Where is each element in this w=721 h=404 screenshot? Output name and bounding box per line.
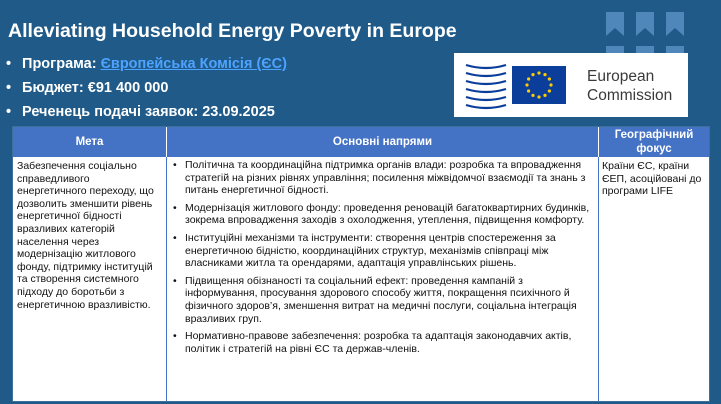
direction-item: • Нормативно-правове забезпечення: розробка та адаптація законодавчих актів, політик і стратегій на рівні ЄС та держав-членів. (171, 330, 592, 355)
eu-star-icon (527, 77, 530, 80)
header-goal: Мета (13, 127, 167, 157)
deadline-text: Реченець подачі заявок: 23.09.2025 (22, 104, 275, 120)
eu-star-icon (525, 83, 528, 86)
bullet-icon: • (6, 80, 12, 96)
budget-line (6, 80, 168, 96)
program-line (6, 56, 287, 72)
eu-star-icon (549, 83, 552, 86)
directions-cell (167, 157, 599, 401)
eu-star-icon (531, 94, 534, 97)
deadline-line (6, 104, 275, 120)
direction-item: • Політична та координаційна підтримка органів влади: розробка та впровадження стратегій на різних рівнях управління; посилення міжвідомчої взаємодії та знань з питань енергетичної бідності. (171, 159, 592, 197)
bullet-icon: • (6, 104, 12, 120)
eu-star-icon (548, 77, 551, 80)
program-link[interactable]: Європейська Комісія (ЄС) (100, 56, 287, 72)
header-directions: Основні напрями (167, 127, 599, 157)
eu-star-icon (543, 94, 546, 97)
program-label: Програма: (22, 56, 97, 72)
program-table (12, 126, 710, 402)
commission-wordmark (587, 67, 672, 105)
geo-focus-cell: Країни ЄС, країни ЄЕП, асоційовані до програми LIFE (602, 160, 702, 198)
eu-star-icon (543, 73, 546, 76)
budget-text: Бюджет: €91 400 000 (22, 80, 169, 96)
european-commission-logo (454, 53, 688, 117)
wordmark-line1: European (587, 68, 655, 85)
bullet-icon: • (6, 56, 12, 72)
eu-star-icon (531, 73, 534, 76)
goal-cell: Забезпечення соціально справедливого енергетичного переходу, що дозволить зменшити рівень енергетичної бідності вразливих категорій населення через модернізацію житлового фонду, підтримку інституцій та створення системного підходу до боротьби з енергетичною вразливістю. (13, 157, 167, 401)
eu-flag-icon (512, 66, 566, 104)
eu-star-icon (527, 89, 530, 92)
direction-item: • Модернізація житлового фонду: проведення реновацій багатоквартирних будинків, зокрема впровадження заходів з охолодження, утеплення, підвищення комфорту. (171, 202, 592, 227)
direction-item: • Інституційні механізми та інструменти: створення центрів спостереження за енергетичною бідністю, координаційних структур, механізмів співпраці між власниками житла та орендарями, адаптація управлінських рішень. (171, 232, 592, 270)
wordmark-line2: Commission (587, 87, 673, 104)
eu-star-icon (537, 71, 540, 74)
eu-star-icon (537, 95, 540, 98)
slide-title: Alleviating Household Energy Poverty in Europe (8, 20, 457, 42)
header-geo-focus: Географічний фокус (599, 127, 709, 157)
eu-star-icon (548, 89, 551, 92)
commission-building-icon (462, 59, 510, 111)
direction-item: • Підвищення обізнаності та соціальний ефект: проведення кампаній з інформування, просування здорового способу життя, покращення психічного й фізичного здоров’я, зменшення витрат на медичні послуги, соціальна інтеграція вразливих груп. (171, 275, 592, 325)
